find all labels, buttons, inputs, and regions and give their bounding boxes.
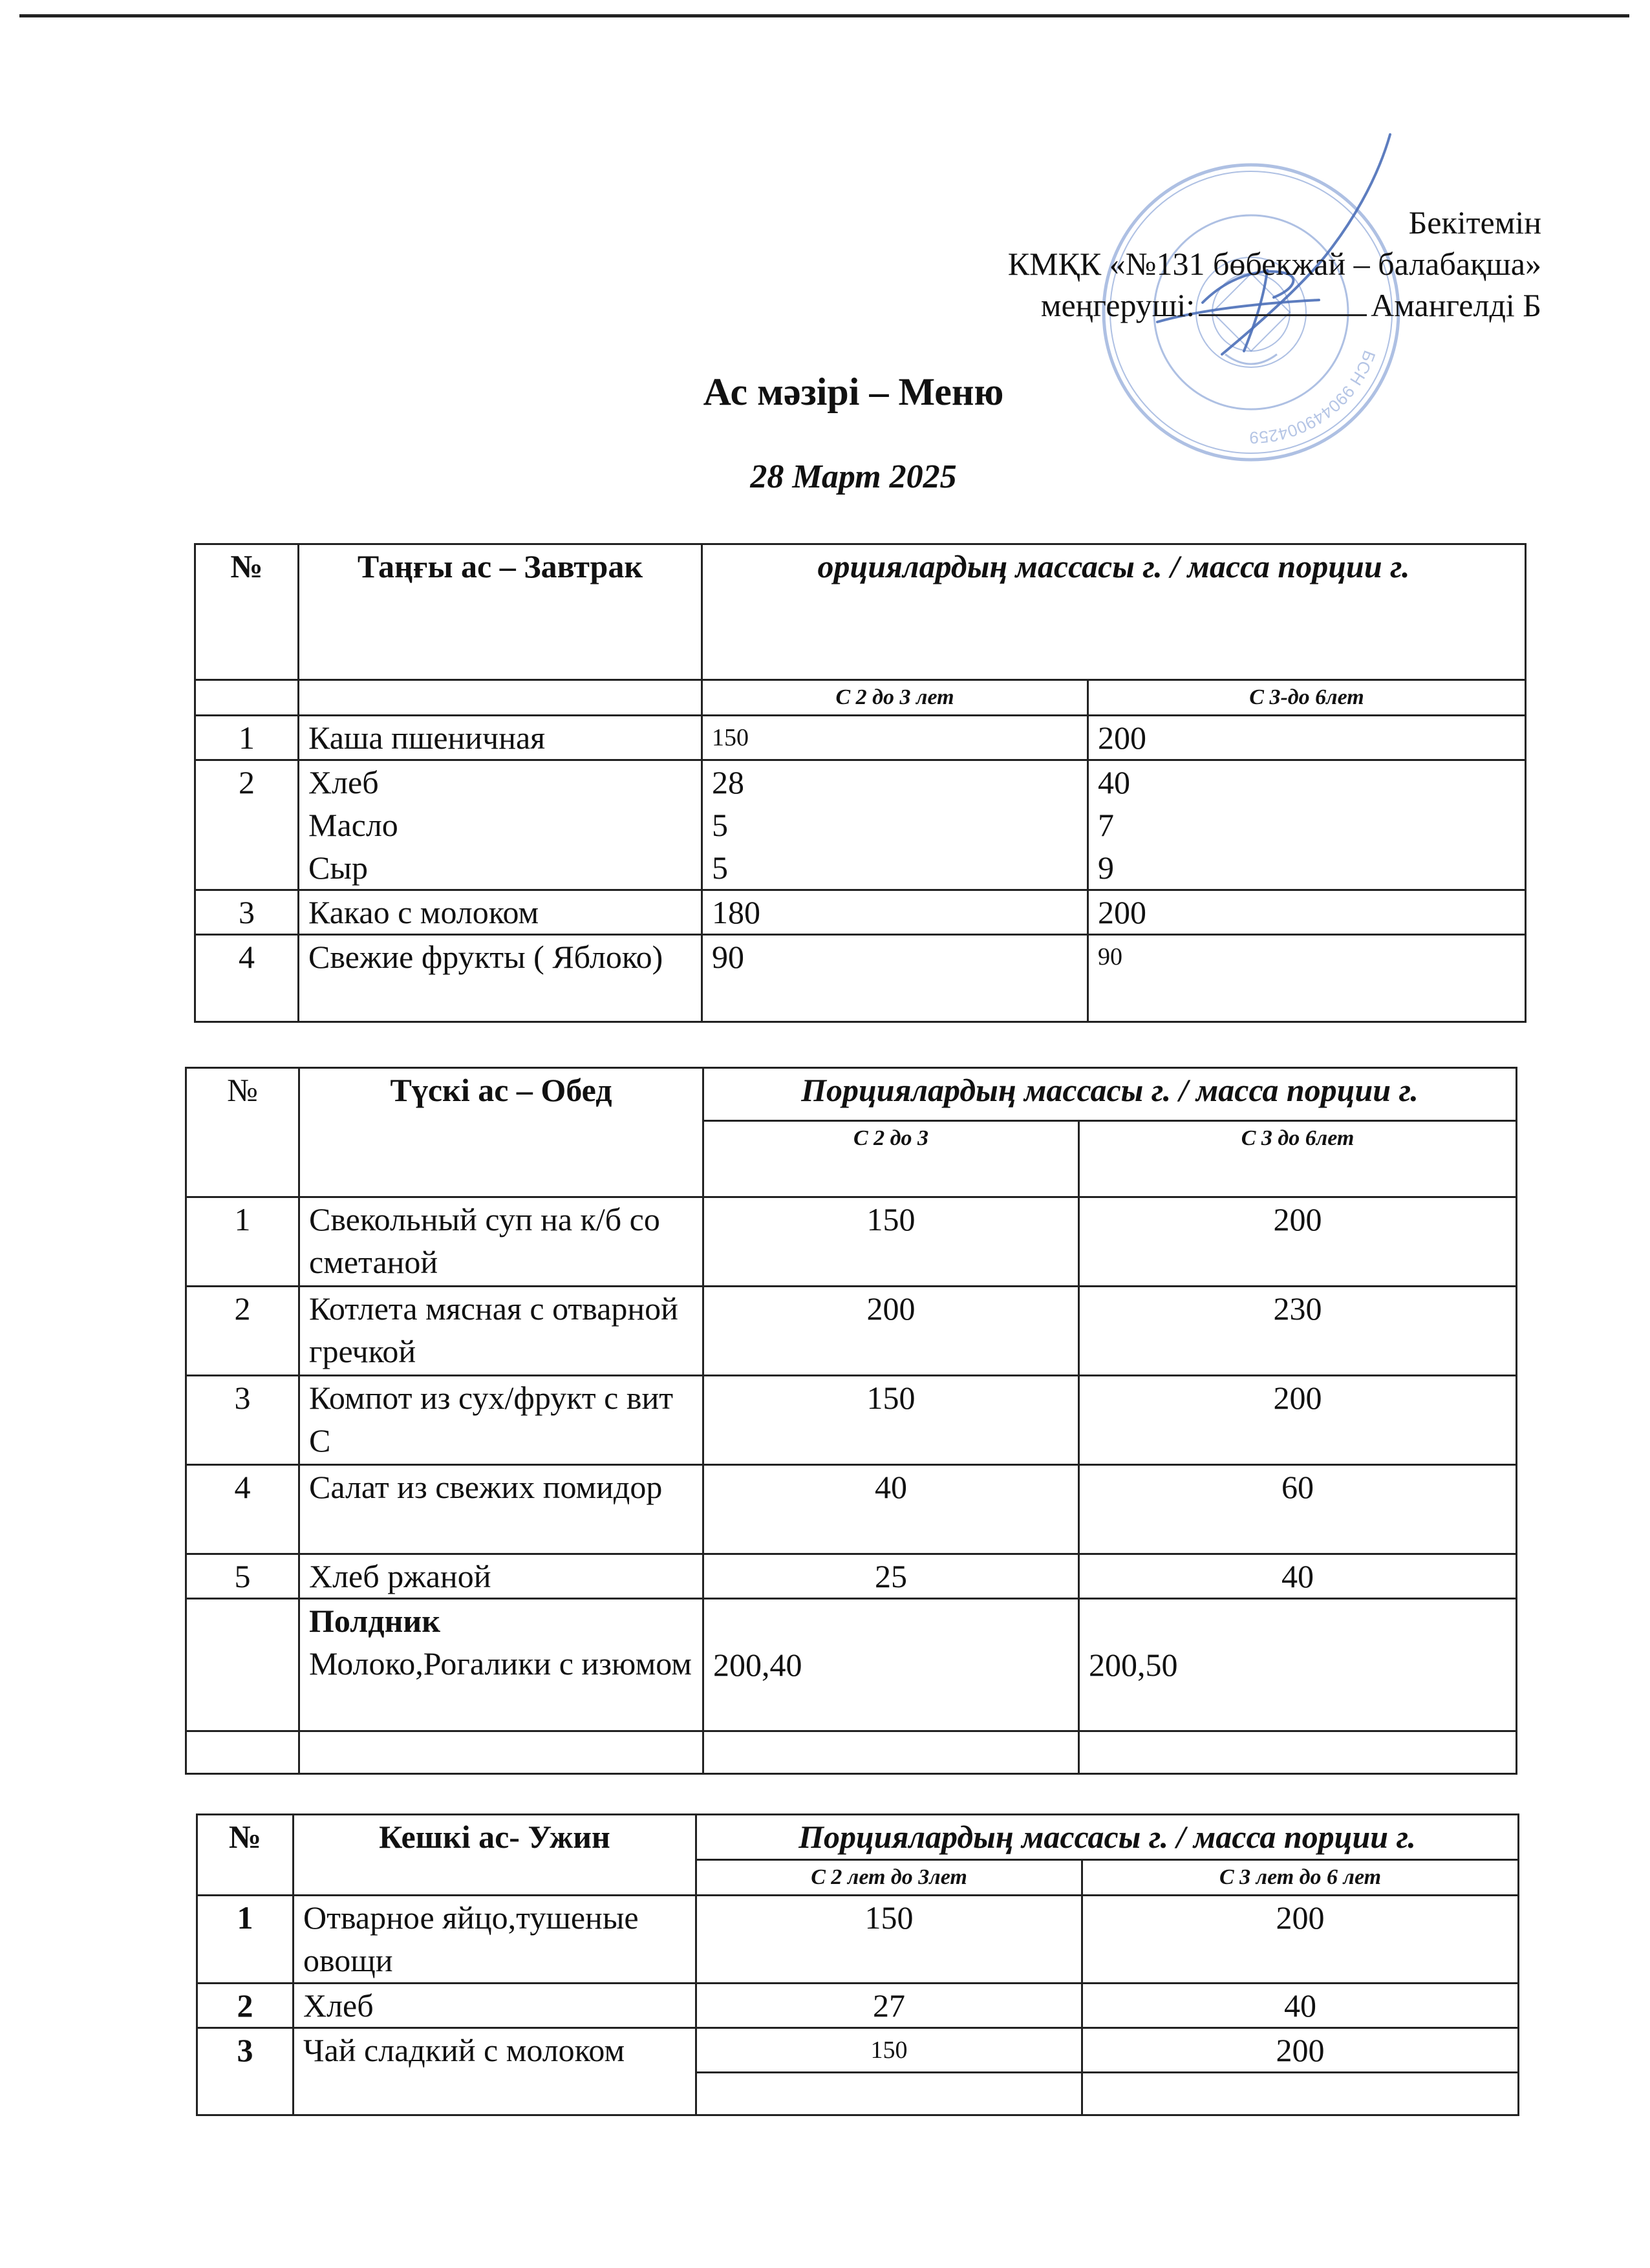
breakfast-table [194,543,1527,1023]
table-row: 2 Котлета мясная с отварной гречкой 200 230 [186,1287,1517,1376]
col-dish: Кешкі ас- Ужин [294,1815,696,1896]
col-portion-mass: орциялардың массасы г. / масса порции г. [702,544,1526,680]
table-header-row [195,544,1526,680]
table-row: 2 Хлеб 27 40 [197,1984,1519,2028]
age-group-a: С 2 лет до 3лет [696,1860,1082,1896]
table-header-row [197,1815,1519,1860]
table-row: 3 Чай сладкий с молоком 150 200 [197,2028,1519,2073]
empty-row [186,1731,1517,1774]
page-title: Ас мәзірі – Меню [703,370,1004,413]
age-group-b: С 3 лет до 6 лет [1082,1860,1519,1896]
table-header-row [186,1068,1517,1121]
signature-underline [1199,288,1367,316]
age-group-a: С 2 до 3 лет [702,680,1088,716]
table-row: 5 Хлеб ржаной 25 40 [186,1554,1517,1599]
snack-title: Полдник [309,1603,441,1639]
table-row: 4 Свежие фрукты ( Яблоко) 90 90 [195,935,1526,1022]
organization-name: КМҚК «№131 бөбекжай – балабақша» [1007,246,1541,282]
col-portion-mass: Порциялардың массасы г. / масса порции г. [703,1068,1517,1121]
table-row: 1 Каша пшеничная 150 200 [195,716,1526,760]
head-name: Амангелді Б [1371,287,1541,323]
table-subheader-row [195,680,1526,716]
lunch-table [185,1067,1517,1775]
table-row: 4 Салат из свежих помидор 40 60 [186,1465,1517,1554]
table-row: 3 Какао с молоком 180 200 [195,890,1526,935]
col-number: № [186,1068,299,1197]
snack-name: Молоко,Рогалики с изюмом [309,1645,692,1682]
col-number: № [195,544,299,680]
age-group-b: С 3 до 6лет [1079,1121,1517,1197]
svg-text:БСН 990449004259: БСН 990449004259 [1248,348,1380,448]
col-dish: Түскі ас – Обед [299,1068,703,1197]
approval-block [1008,202,1541,326]
approval-title: Бекітемін [1408,204,1541,241]
col-portion-mass: Порциялардың массасы г. / масса порции г. [696,1815,1519,1860]
col-dish: Таңғы ас – Завтрак [299,544,702,680]
table-row: 1 Отварное яйцо,тушеные овощи 150 200 [197,1896,1519,1984]
age-group-b: С 3-до 6лет [1088,680,1526,716]
snack-row: Полдник Молоко,Рогалики с изюмом 200,40 200,50 [186,1599,1517,1731]
table-row: 2 Хлеб Масло Сыр 28 5 5 40 7 9 [195,760,1526,890]
col-number: № [197,1815,294,1896]
age-group-a: С 2 до 3 [703,1121,1079,1197]
approval-signature-line [1008,284,1541,326]
table-row: 1 Свекольный суп на к/б со сметаной 150 200 [186,1197,1517,1287]
table-row: 3 Компот из сух/фрукт с вит С 150 200 [186,1376,1517,1465]
dinner-table [196,1813,1519,2116]
menu-date: 28 Март 2025 [750,458,957,495]
scan-top-edge [19,14,1629,17]
head-role: меңгеруші: [1040,287,1195,323]
